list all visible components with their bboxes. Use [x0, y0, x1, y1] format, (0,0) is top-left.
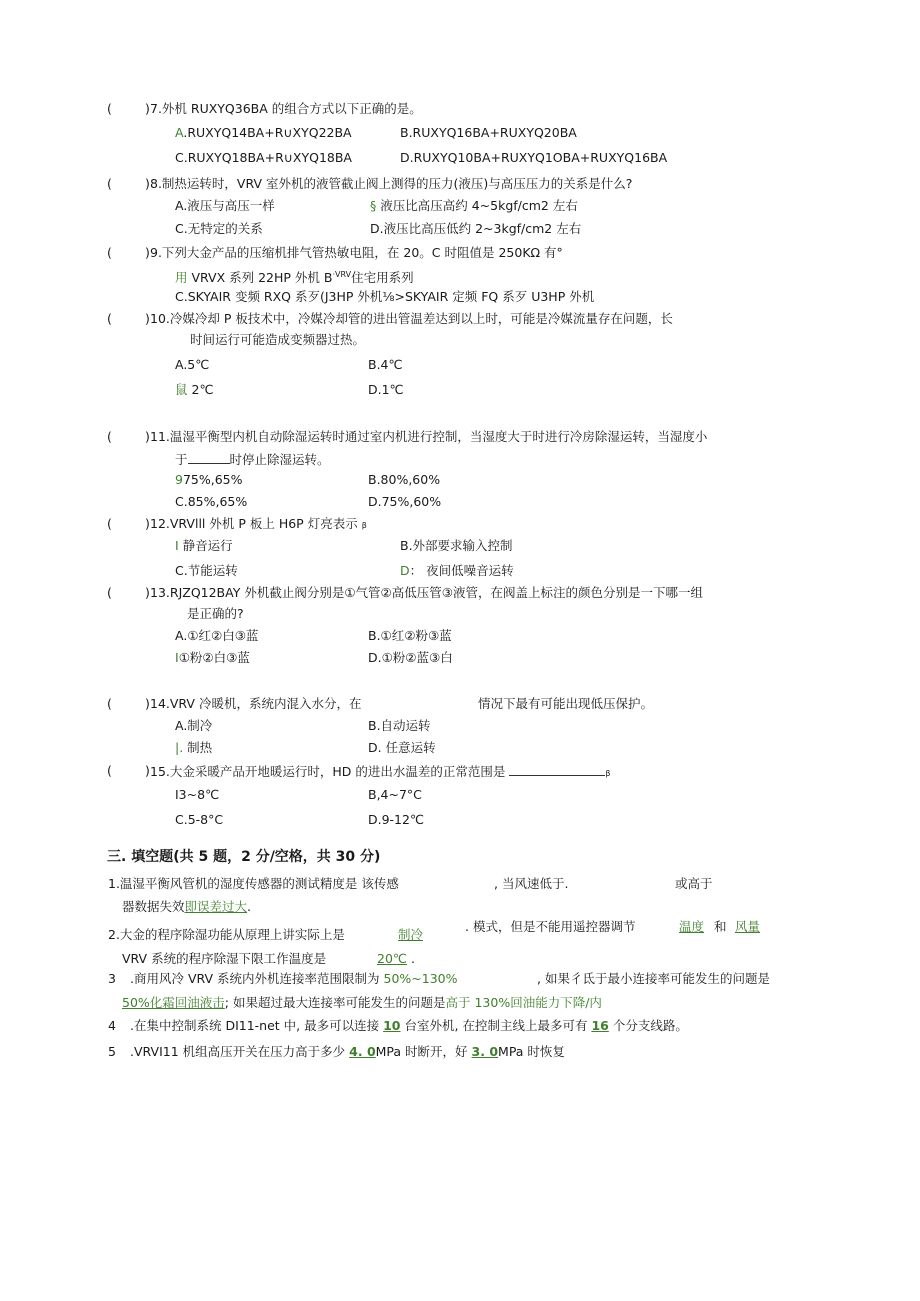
- question-13-option-a: A.①红②白③蓝: [175, 628, 259, 643]
- question-8-option-a: A.液压与高压一样: [175, 198, 275, 213]
- fill-2-mid: . 模式，但是不能用遥控器调节: [465, 919, 636, 934]
- fill-2-line-2-answer: [377, 950, 415, 968]
- option-text: .RUXYQ14BA+R∪XYQ22BA: [183, 125, 352, 140]
- question-14-option-d: D. 任意运转: [368, 740, 436, 755]
- answer-paren-open: (: [107, 696, 112, 711]
- answer-mark: 用: [175, 270, 188, 286]
- question-10-option-d: D.1℃: [368, 382, 404, 397]
- fill-2-answer-2: [679, 918, 704, 936]
- fill-answer: 50%~130%: [383, 971, 458, 986]
- superscript: ·VRV: [332, 270, 352, 279]
- fill-text: 器数据失效: [122, 899, 185, 914]
- question-7-stem: 7.外机 RUXYQ36BA 的组合方式以下正确的是。: [150, 101, 422, 116]
- question-8-stem: 8.制热运转时，VRV 室外机的液管截止阀上测得的压力(液压)与高压压力的关系是什么?: [150, 176, 633, 191]
- fill-2-answer-1: [398, 926, 423, 944]
- answer-paren-close: ): [145, 516, 150, 531]
- question-11-option-c: C.85%,65%: [175, 494, 248, 509]
- fill-answer: 20℃: [377, 951, 407, 966]
- answer-paren-close: ): [145, 245, 150, 260]
- fill-answer: 即误差过大: [184, 899, 248, 914]
- answer-mark: I: [175, 650, 179, 665]
- fill-text: .VRVI11 机组高压开关在压力高于多少: [130, 1044, 346, 1059]
- question-8-option-b: [370, 197, 578, 215]
- answer-paren-close: ): [145, 101, 150, 116]
- option-text: VRVX 系列 22HP 外机 B: [187, 270, 333, 286]
- answer-paren-open: (: [107, 516, 112, 531]
- option-text: ①粉②白③蓝: [178, 650, 250, 665]
- fill-2-line-1: 2.大金的程序除湿功能从原理上讲实际上是: [108, 927, 345, 942]
- fill-text: .: [247, 899, 252, 914]
- fill-text: MPa 时断开，好: [375, 1044, 468, 1059]
- fill-text: 个分支线路。: [612, 1018, 688, 1033]
- fill-3-line-2: [122, 994, 602, 1012]
- question-7-option-d: D.RUXYQ10BA+RUXYQ1OBA+RUXYQ16BA: [400, 150, 668, 165]
- fill-2-answer-3: [735, 918, 760, 936]
- option-text: 液压比高压高约 4~5kgf/cm2 左右: [380, 198, 578, 213]
- question-10-option-c: [175, 381, 213, 399]
- question-15-stem: [150, 762, 610, 783]
- question-9-option-ab: [175, 266, 414, 287]
- question-8-option-c: C.无特定的关系: [175, 221, 263, 236]
- answer-paren-open: (: [107, 245, 112, 260]
- fill-5-line: [130, 1043, 565, 1061]
- question-13-option-c: [175, 649, 250, 667]
- question-14-option-a: A.制冷: [175, 718, 213, 733]
- fill-text: .: [410, 951, 415, 966]
- fill-4-num: 4: [108, 1018, 116, 1033]
- question-11-option-a: [175, 471, 243, 489]
- question-9-option-cd: C.SKYAIR 变频 RXQ 系歹(J3HP 外机⅛>SKYAIR 定频 FQ 系歹 U3HP 外机: [175, 289, 595, 304]
- question-10-option-b: B.4℃: [368, 357, 403, 372]
- question-13-stem: 13.RJZQ12BAY 外机截止阀分别是①气管②高低压管③液管，在阀盖上标注的颜色分别是一下哪一组: [150, 585, 703, 600]
- fill-answer: 高于 130%回油能力下降/内: [445, 995, 602, 1010]
- fill-3-line-1: [130, 970, 458, 988]
- answer-paren-close: ): [145, 311, 150, 326]
- answer-paren-open: (: [107, 101, 112, 116]
- fill-text: MPa 时恢复: [498, 1044, 565, 1059]
- answer-paren-open: (: [107, 311, 112, 326]
- stem-text: 12.VRVlll 外机 P 板上 H6P 灯亮表示: [150, 516, 358, 531]
- fill-text: .在集中控制系统 DI11-net 中, 最多可以连接: [130, 1018, 380, 1033]
- fill-answer: 10: [383, 1018, 401, 1033]
- question-10-option-a: A.5℃: [175, 357, 210, 372]
- answer-paren-close: ): [145, 585, 150, 600]
- answer-paren-open: (: [107, 763, 112, 778]
- question-12-option-b: B.外部要求输入控制: [400, 538, 513, 553]
- stem-tail: β: [361, 521, 367, 530]
- question-15-option-b: B,4~7°C: [368, 787, 422, 802]
- question-13-stem-2: 是正确的?: [187, 606, 244, 621]
- answer-paren-close: ): [145, 429, 150, 444]
- question-7-option-b: B.RUXYQ16BA+RUXYQ20BA: [400, 125, 577, 140]
- question-13-option-d: D.①粉②蓝③白: [368, 650, 453, 665]
- fill-blank: [188, 450, 230, 464]
- question-13-option-b: B.①红②粉③蓝: [368, 628, 452, 643]
- question-15-option-c: C.5-8°C: [175, 812, 224, 827]
- fill-text: ; 如果超过最大连接率可能发生的问题是: [224, 995, 446, 1010]
- option-text: 2℃: [187, 382, 214, 397]
- answer-mark: I: [175, 538, 179, 553]
- answer-paren-close: ): [145, 176, 150, 191]
- option-text: 75%,65%: [182, 472, 243, 487]
- fill-2-and: 和: [714, 919, 727, 934]
- question-12-option-d: [400, 562, 514, 580]
- fill-answer: 3. 0: [471, 1044, 499, 1059]
- stem-text: 时停止除湿运转。: [229, 452, 330, 467]
- fill-text: 台室外机, 在控制主线上最多可有: [404, 1018, 588, 1033]
- question-12-option-c: C.节能运转: [175, 563, 238, 578]
- fill-3-mid: , 如果彳氐于最小连接率可能发生的问题是: [537, 971, 770, 986]
- question-10-stem-2: 时间运行可能造成变频器过热。: [190, 332, 366, 347]
- fill-answer: 4. 0: [349, 1044, 376, 1059]
- fill-1-line-2: [122, 898, 251, 916]
- answer-mark: D: [400, 563, 410, 578]
- fill-1-mid: , 当风速低于.: [494, 876, 569, 891]
- fill-answer: 16: [591, 1018, 609, 1033]
- fill-1-line-1: 1.温湿平衡风管机的湿度传感器的测试精度是 该传感: [108, 876, 399, 891]
- question-12-stem: [150, 515, 367, 535]
- fill-3-num: 3: [108, 971, 116, 986]
- question-11-option-d: D.75%,60%: [368, 494, 442, 509]
- fill-answer: 制冷: [398, 927, 424, 942]
- option-text-tail: 住宅用系列: [351, 270, 414, 286]
- option-text: ： 夜间低噪音运转: [409, 563, 514, 578]
- answer-paren-open: (: [107, 585, 112, 600]
- option-text: 静音运行: [178, 538, 233, 553]
- question-10-stem: 10.冷媒冷却 P 板技术中，冷媒冷却管的进出管温差达到以上时，可能是冷媒流量存在问题，长: [150, 311, 673, 326]
- answer-mark: §: [370, 198, 377, 213]
- question-14-stem-right: 情况下最有可能出现低压保护。: [478, 696, 654, 711]
- question-7-option-c: C.RUXYQ18BA+R∪XYQ18BA: [175, 150, 352, 165]
- stem-tail: β: [605, 769, 611, 778]
- question-7-option-a: [175, 124, 352, 142]
- question-9-stem: 9.下列大金产品的压缩机排气管热敏电阻，在 20。C 时阻值是 250KΩ 有°: [150, 245, 563, 260]
- question-12-option-a: [175, 537, 233, 555]
- question-14-stem: 14.VRV 冷暖机，系统内混入水分，在: [150, 696, 362, 711]
- answer-paren-open: (: [107, 429, 112, 444]
- question-15-option-a: I3~8℃: [175, 787, 220, 802]
- question-11-stem: 11.温湿平衡型内机自动除湿运转时通过室内机进行控制，当湿度大于时进行冷房除湿运转，当湿度小: [150, 429, 708, 444]
- fill-4-line: [130, 1017, 688, 1035]
- question-11-stem-2: [175, 450, 330, 469]
- question-8-option-d: D.液压比高压低约 2~3kgf/cm2 左右: [370, 221, 582, 236]
- fill-text: .商用风冷 VRV 系统内外机连接率范围限制为: [130, 971, 380, 986]
- answer-mark: 9: [175, 472, 183, 487]
- answer-paren-close: ): [145, 763, 150, 778]
- question-14-option-c: [175, 739, 212, 757]
- section-heading: 三. 填空题(共 5 题，2 分/空格，共 30 分): [107, 849, 381, 865]
- question-14-option-b: B.自动运转: [368, 718, 431, 733]
- answer-mark: |.: [175, 740, 184, 755]
- fill-answer: 50%化霜回油液击: [122, 995, 225, 1010]
- fill-2-line-2: VRV 系统的程序除湿下限工作温度是: [122, 951, 327, 966]
- question-11-option-b: B.80%,60%: [368, 472, 441, 487]
- answer-mark: 鼠: [175, 382, 188, 397]
- answer-mark: A: [175, 125, 184, 140]
- stem-text: 于: [175, 452, 188, 467]
- answer-paren-open: (: [107, 176, 112, 191]
- fill-blank: [509, 762, 605, 776]
- fill-5-num: 5: [108, 1044, 116, 1059]
- stem-text: 15.大金采暖产品开地暖运行时，HD 的进出水温差的正常范围是: [150, 764, 506, 779]
- fill-answer: 温度: [679, 919, 705, 934]
- answer-paren-close: ): [145, 696, 150, 711]
- fill-answer: 风量: [735, 919, 761, 934]
- fill-1-right: 或高于: [675, 876, 713, 891]
- question-15-option-d: D.9-12℃: [368, 812, 425, 827]
- option-text: 制热: [183, 740, 213, 755]
